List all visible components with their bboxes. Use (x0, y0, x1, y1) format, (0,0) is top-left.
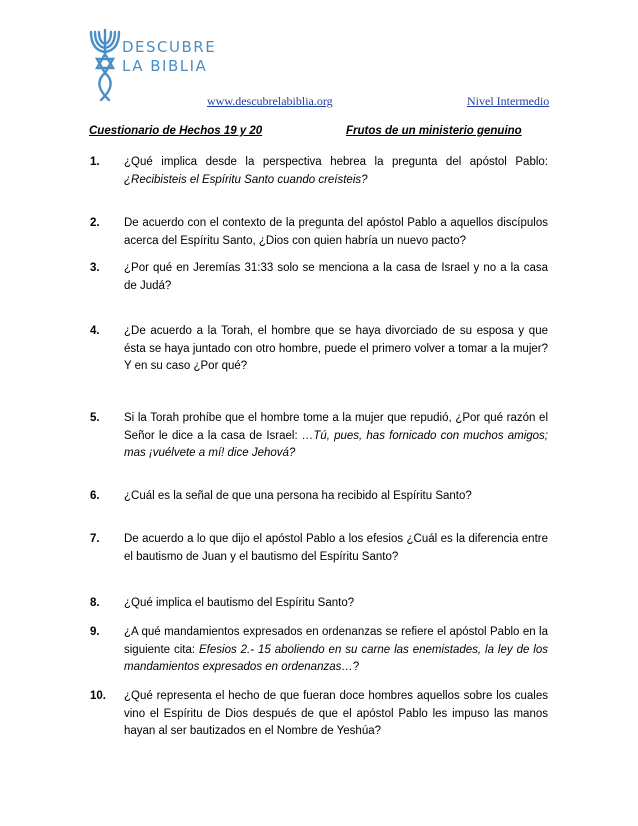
question-text: Si la Torah prohíbe que el hombre tome a la mujer que repudió, ¿Por qué razón el Señor le dice a la casa de Israel: (124, 412, 548, 442)
logo-title (122, 38, 216, 76)
question-3 (90, 260, 548, 295)
question-1 (90, 154, 548, 189)
website-link[interactable]: www.descubrelabiblia.org (207, 94, 333, 108)
question-number: 8. (90, 597, 100, 609)
question-text: ¿Por qué en Jeremías 31:33 solo se menciona a la casa de Israel y no a la casa de Judá? (124, 262, 548, 292)
question-10 (90, 688, 548, 741)
question-5 (90, 410, 548, 463)
question-6 (90, 488, 548, 506)
question-text: ¿De acuerdo a la Torah, el hombre que se haya divorciado de su esposa y que ésta se haya juntado con otro hombre, puede el primero volver a tomar a la mujer? Y en su caso ¿Por qué? (124, 325, 548, 373)
logo-line-2: LA BIBLIA (122, 57, 208, 75)
question-quote: ¿Recibisteis el Espíritu Santo cuando creísteis? (124, 173, 368, 186)
question-number: 4. (90, 325, 100, 337)
question-2 (90, 215, 548, 250)
question-text: De acuerdo con el contexto de la pregunta del apóstol Pablo a aquellos discípulos acerca del Espíritu Santo, ¿Dios con quien habría un nuevo pacto? (124, 217, 548, 247)
question-text: ¿Cuál es la señal de que una persona ha recibido al Espíritu Santo? (124, 490, 472, 502)
question-end: ? (352, 661, 360, 674)
question-number: 10. (90, 690, 106, 702)
question-7 (90, 531, 548, 566)
level-link[interactable]: Nivel Intermedio (467, 94, 550, 108)
question-number: 9. (90, 626, 100, 638)
question-text: De acuerdo a lo que dijo el apóstol Pablo a los efesios ¿Cuál es la diferencia entre el bautismo de Juan y el bautismo del Espíritu Santo? (124, 533, 548, 563)
question-number: 2. (90, 217, 100, 229)
question-9 (90, 624, 548, 677)
logo-line-1: DESCUBRE (122, 38, 217, 56)
question-number: 6. (90, 490, 100, 502)
question-text: ¿Qué implica desde la perspectiva hebrea la pregunta del apóstol Pablo: (124, 156, 548, 168)
question-number: 3. (90, 262, 100, 274)
question-text: ¿A qué mandamientos expresados en ordenanzas se refiere el apóstol Pablo en la siguiente cita: (124, 626, 548, 656)
question-text: ¿Qué implica el bautismo del Espíritu Santo? (124, 597, 355, 609)
question-number: 7. (90, 533, 100, 545)
questionnaire-title: Cuestionario de Hechos 19 y 20 (89, 125, 263, 137)
question-8 (90, 595, 548, 613)
question-4 (90, 323, 548, 376)
question-quote: …Tú, pues, has fornicado con muchos amigos; mas ¡vuélvete a mí! dice Jehová? (124, 429, 549, 460)
question-text: ¿Qué representa el hecho de que fueran doce hombres aquellos sobre los cuales vino el Espíritu de Dios después de que el apóstol Pablo les impuso las manos hayan al ser bautizados en el Nombre de Yeshúa? (124, 690, 548, 738)
section-subtitle: Frutos de un ministerio genuino (346, 125, 522, 137)
question-number: 5. (90, 412, 100, 424)
question-quote: Efesios 2.- 15 aboliendo en su carne las enemistades, la ley de los mandamientos expresados en ordenanzas… (124, 643, 548, 674)
question-number: 1. (90, 156, 100, 168)
